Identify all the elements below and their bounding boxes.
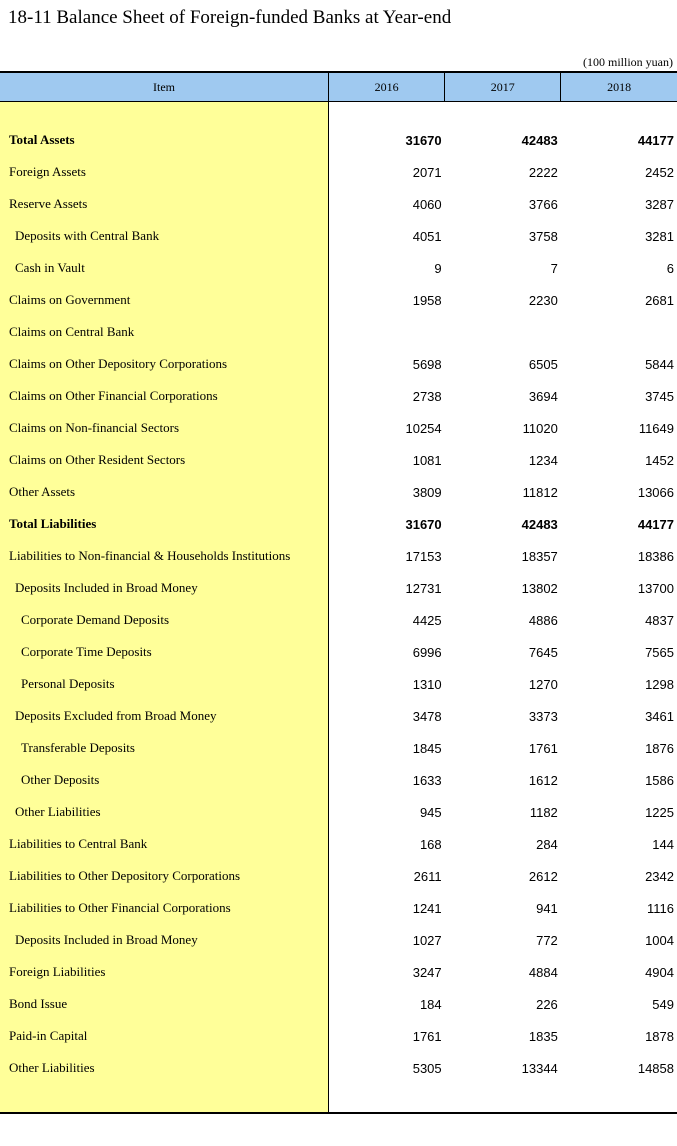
value-cell [328, 316, 444, 348]
table-row [0, 444, 677, 476]
column-header-year: 2016 [328, 72, 444, 102]
table-row [0, 956, 677, 988]
value-cell: 941 [536, 900, 558, 916]
table-row [0, 604, 677, 636]
value-cell: 42483 [521, 516, 558, 532]
row-label: Liabilities to Other Depository Corporations [9, 868, 241, 883]
value-cell: 31670 [405, 516, 442, 532]
table-row [0, 1052, 677, 1084]
value-cell: 2681 [645, 292, 674, 308]
table-row [0, 348, 677, 380]
value-cell: 13344 [521, 1060, 558, 1076]
value-cell: 2612 [528, 868, 558, 884]
value-cell: 44177 [637, 132, 674, 148]
value-cell: 11649 [638, 420, 674, 436]
value-cell: 3766 [528, 196, 558, 212]
table-row [0, 284, 677, 316]
row-label-cell [0, 220, 328, 252]
table-row [0, 732, 677, 764]
value-cell: 13700 [637, 580, 674, 596]
row-label-cell [0, 988, 328, 1020]
value-cell: 549 [652, 996, 674, 1012]
row-label: Claims on Other Depository Corporations [9, 356, 228, 371]
column-header-item: Item [0, 72, 328, 102]
row-label-cell [0, 252, 328, 284]
row-label-cell [0, 380, 328, 412]
row-label: Reserve Assets [9, 196, 88, 211]
value-cell: 3809 [412, 484, 442, 500]
row-label: Other Liabilities [15, 804, 101, 819]
table-row [0, 476, 677, 508]
row-label-cell [0, 892, 328, 924]
table-row [0, 220, 677, 252]
row-label-cell [0, 1020, 328, 1052]
row-label-cell [0, 924, 328, 956]
table-row [0, 412, 677, 444]
row-label: Transferable Deposits [21, 740, 135, 755]
table-row [0, 828, 677, 860]
row-label: Cash in Vault [15, 260, 85, 275]
row-label: Personal Deposits [21, 676, 115, 691]
row-label: Liabilities to Other Financial Corporations [9, 900, 231, 915]
row-label-cell [0, 604, 328, 636]
value-cell: 6505 [528, 356, 558, 372]
value-cell: 1958 [412, 292, 442, 308]
value-cell: 2452 [645, 164, 674, 180]
value-cell: 13066 [637, 484, 674, 500]
row-label: Deposits Included in Broad Money [15, 580, 198, 595]
row-label: Corporate Demand Deposits [21, 612, 170, 627]
value-cell: 1310 [412, 676, 442, 692]
value-cell: 1761 [528, 740, 558, 756]
value-cell: 1452 [645, 452, 674, 468]
value-cell: 3287 [645, 196, 674, 212]
value-cell: 42483 [521, 132, 558, 148]
value-cell: 6996 [412, 644, 442, 660]
row-label: Bond Issue [9, 996, 68, 1011]
table-row [0, 700, 677, 732]
table-row [0, 572, 677, 604]
value-cell: 7 [550, 260, 558, 276]
value-cell: 3758 [528, 228, 558, 244]
table-row [0, 636, 677, 668]
value-cell: 1878 [645, 1028, 674, 1044]
value-cell: 4837 [645, 612, 674, 628]
value-cell: 1270 [528, 676, 558, 692]
value-cell: 3281 [645, 228, 674, 244]
value-cell: 11020 [522, 420, 558, 436]
row-label-cell [0, 764, 328, 796]
row-label: Other Liabilities [9, 1060, 95, 1075]
row-label-cell [0, 348, 328, 380]
column-header-year: 2017 [445, 72, 561, 102]
value-cell: 1586 [645, 772, 674, 788]
value-cell: 4060 [412, 196, 442, 212]
value-cell: 5305 [412, 1060, 442, 1076]
value-cell: 1612 [528, 772, 558, 788]
value-cell: 3694 [528, 388, 558, 404]
value-cell: 2738 [412, 388, 442, 404]
row-label: Deposits Excluded from Broad Money [15, 708, 217, 723]
row-label-cell [0, 956, 328, 988]
row-label: Deposits Included in Broad Money [15, 932, 198, 947]
row-label-cell [0, 860, 328, 892]
value-cell: 1633 [412, 772, 442, 788]
value-cell: 226 [536, 996, 558, 1012]
row-label-cell [0, 508, 328, 540]
value-cell: 1298 [645, 676, 674, 692]
value-cell: 3478 [412, 708, 442, 724]
value-cell: 1182 [529, 804, 558, 820]
value-cell: 144 [652, 836, 674, 852]
table-row [0, 860, 677, 892]
row-label-cell [0, 444, 328, 476]
value-cell: 3247 [412, 964, 442, 980]
value-cell: 12731 [405, 580, 442, 596]
value-cell: 7565 [645, 644, 674, 660]
value-cell: 184 [419, 996, 442, 1012]
value-cell: 168 [419, 836, 442, 852]
table-row [0, 1020, 677, 1052]
value-cell: 4425 [412, 612, 442, 628]
row-label-cell [0, 540, 328, 572]
value-cell: 1234 [528, 452, 558, 468]
table-row [0, 380, 677, 412]
table-row [0, 924, 677, 956]
value-cell: 1761 [412, 1028, 442, 1044]
row-label-cell [0, 124, 328, 156]
table-row [0, 764, 677, 796]
row-label: Deposits with Central Bank [15, 228, 160, 243]
column-header-year: 2018 [561, 72, 677, 102]
table-row [0, 252, 677, 284]
value-cell: 945 [419, 804, 442, 820]
value-cell: 284 [536, 836, 558, 852]
value-cell: 1004 [645, 932, 674, 948]
value-cell: 3745 [645, 388, 674, 404]
row-label-cell [0, 316, 328, 348]
value-cell: 31670 [405, 132, 442, 148]
row-label: Claims on Other Financial Corporations [9, 388, 218, 403]
value-cell: 2230 [528, 292, 558, 308]
table-row [0, 188, 677, 220]
value-cell: 2342 [645, 868, 674, 884]
table-row [0, 508, 677, 540]
value-cell: 14858 [637, 1060, 674, 1076]
value-cell: 1241 [412, 900, 442, 916]
balance-sheet-table [0, 71, 677, 1114]
value-cell: 9 [434, 260, 442, 276]
row-label-cell [0, 732, 328, 764]
value-cell: 4886 [528, 612, 558, 628]
value-cell: 5698 [412, 356, 442, 372]
row-label: Claims on Other Resident Sectors [9, 452, 186, 467]
row-label: Other Assets [9, 484, 76, 499]
row-label-cell [0, 284, 328, 316]
value-cell: 3461 [645, 708, 674, 724]
table-row [0, 316, 677, 348]
row-label: Claims on Government [9, 292, 131, 307]
row-label-cell [0, 156, 328, 188]
row-label-cell [0, 1052, 328, 1084]
table-body [0, 102, 677, 1114]
row-label-cell [0, 572, 328, 604]
row-label: Foreign Liabilities [9, 964, 106, 979]
table-row [0, 988, 677, 1020]
unit-note: (100 million yuan) [583, 55, 673, 69]
row-label: Corporate Time Deposits [21, 644, 152, 659]
spacer-row [0, 1084, 677, 1113]
value-cell [561, 316, 677, 348]
value-cell: 17153 [405, 548, 442, 564]
value-cell: 18386 [637, 548, 674, 564]
row-label: Liabilities to Non-financial & Households Institutions [9, 548, 291, 563]
row-label-cell [0, 188, 328, 220]
value-cell: 13802 [521, 580, 558, 596]
row-label: Claims on Non-financial Sectors [9, 420, 180, 435]
value-cell: 1845 [412, 740, 442, 756]
row-label-cell [0, 412, 328, 444]
table-row [0, 668, 677, 700]
table-row [0, 892, 677, 924]
row-label-cell [0, 796, 328, 828]
table-row [0, 540, 677, 572]
page-title: 18-11 Balance Sheet of Foreign-funded Banks at Year-end [8, 7, 452, 28]
row-label-cell [0, 700, 328, 732]
row-label-cell [0, 636, 328, 668]
table-row [0, 124, 677, 156]
row-label: Liabilities to Central Bank [9, 836, 148, 851]
row-label: Paid-in Capital [9, 1028, 88, 1043]
value-cell: 4051 [412, 228, 442, 244]
header-row [0, 72, 677, 102]
value-cell: 1225 [645, 804, 674, 820]
value-cell: 44177 [637, 516, 674, 532]
value-cell: 1081 [412, 452, 442, 468]
value-cell: 1876 [645, 740, 674, 756]
value-cell: 3373 [528, 708, 558, 724]
value-cell: 2611 [413, 868, 442, 884]
value-cell [445, 316, 561, 348]
row-label-cell [0, 668, 328, 700]
row-label-cell [0, 828, 328, 860]
row-label: Foreign Assets [9, 164, 86, 179]
value-cell: 1835 [528, 1028, 558, 1044]
value-cell: 2071 [412, 164, 442, 180]
value-cell: 772 [536, 932, 558, 948]
spacer-row [0, 102, 677, 125]
value-cell: 6 [666, 260, 674, 276]
value-cell: 18357 [521, 548, 558, 564]
value-cell: 4884 [528, 964, 558, 980]
value-cell: 10254 [405, 420, 442, 436]
row-label: Other Deposits [21, 772, 100, 787]
value-cell: 5844 [645, 356, 674, 372]
value-cell: 11812 [522, 484, 558, 500]
row-label: Total Liabilities [9, 516, 97, 531]
table-row [0, 796, 677, 828]
value-cell: 4904 [645, 964, 674, 980]
row-label: Total Assets [9, 132, 75, 147]
value-cell: 1027 [412, 932, 442, 948]
value-cell: 2222 [528, 164, 558, 180]
row-label: Claims on Central Bank [9, 324, 135, 339]
value-cell: 1116 [647, 900, 674, 916]
row-label-cell [0, 476, 328, 508]
table-row [0, 156, 677, 188]
value-cell: 7645 [528, 644, 558, 660]
